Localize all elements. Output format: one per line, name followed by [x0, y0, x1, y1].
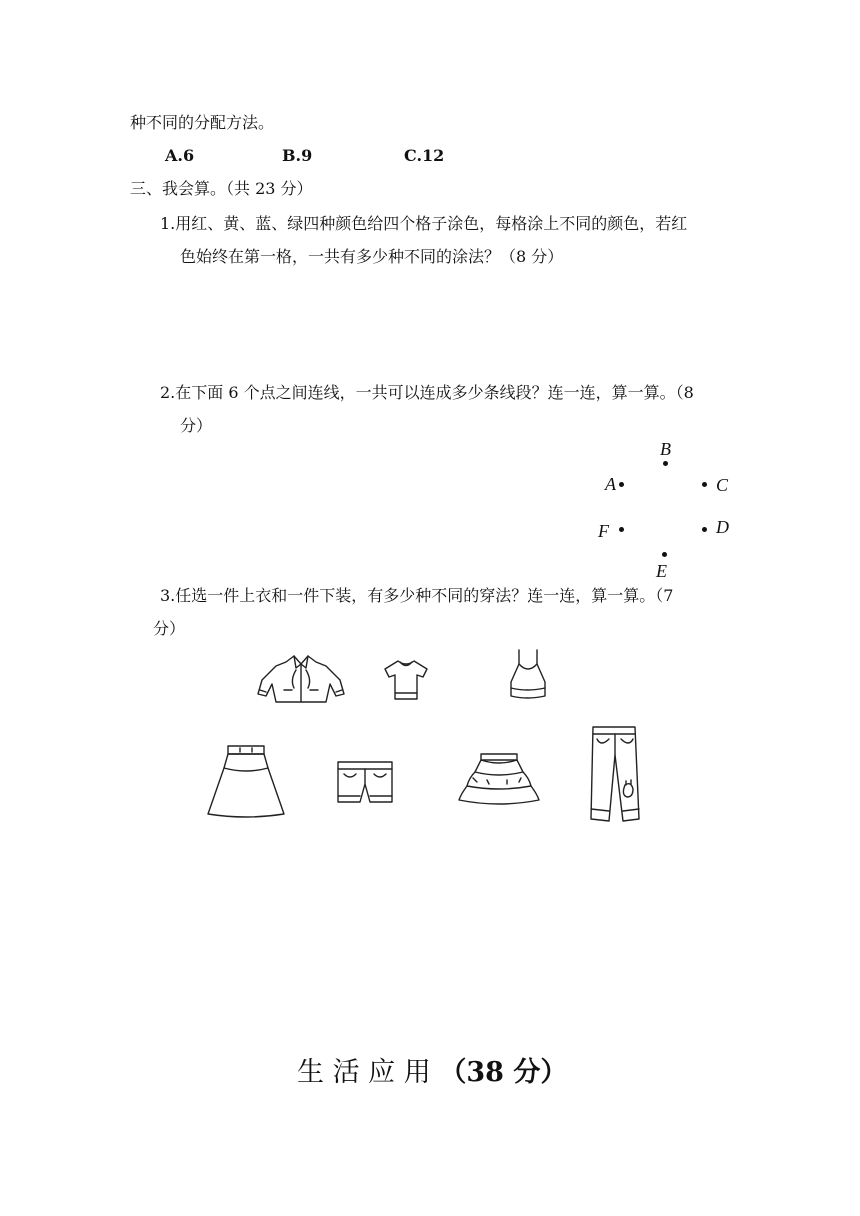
jeans-drawing — [583, 725, 645, 825]
choice-a: A.6 — [165, 146, 195, 165]
section-title-text: 生 活 应 用 — [297, 1057, 431, 1088]
choice-b: B.9 — [282, 146, 313, 165]
point-c-dot — [702, 482, 707, 487]
point-a-dot — [619, 482, 624, 487]
tank-top-drawing — [505, 648, 551, 700]
point-f-dot — [619, 527, 624, 532]
q2-line1: 2.在下面 6 个点之间连线，一共可以连成多少条线段？连一连，算一算。（8 — [160, 383, 694, 402]
prev-question-tail: 种不同的分配方法。 — [130, 113, 275, 132]
point-label-b: B — [660, 439, 671, 459]
point-d-dot — [702, 527, 707, 532]
point-label-d: D — [716, 517, 729, 537]
q3-line1: 3.任选一件上衣和一件下装，有多少种不同的穿法？连一连，算一算。（7 — [160, 586, 674, 605]
long-skirt-drawing — [206, 744, 286, 820]
jacket-drawing — [256, 654, 346, 706]
point-label-c: C — [716, 475, 729, 495]
choice-c: C.12 — [404, 146, 445, 165]
q2-line2: 分） — [180, 416, 213, 435]
point-b-dot — [663, 461, 668, 466]
q1-line1: 1.用红、黄、蓝、绿四种颜色给四个格子涂色，每格涂上不同的颜色，若红 — [160, 214, 688, 233]
point-e-dot — [662, 552, 667, 557]
ruffle-skirt-drawing — [457, 752, 541, 806]
point-label-f: F — [598, 521, 609, 541]
shorts-drawing — [336, 760, 394, 806]
point-label-e: E — [656, 561, 667, 581]
section-title-score: （38 分） — [439, 1057, 568, 1088]
q1-line2: 色始终在第一格，一共有多少种不同的涂法？（8 分） — [180, 247, 564, 266]
point-label-a: A — [605, 474, 616, 494]
tshirt-drawing — [383, 659, 429, 701]
life-application-title — [297, 1057, 567, 1089]
section3-heading: 三、我会算。（共 23 分） — [130, 179, 313, 198]
q3-line2: 分） — [153, 619, 186, 638]
